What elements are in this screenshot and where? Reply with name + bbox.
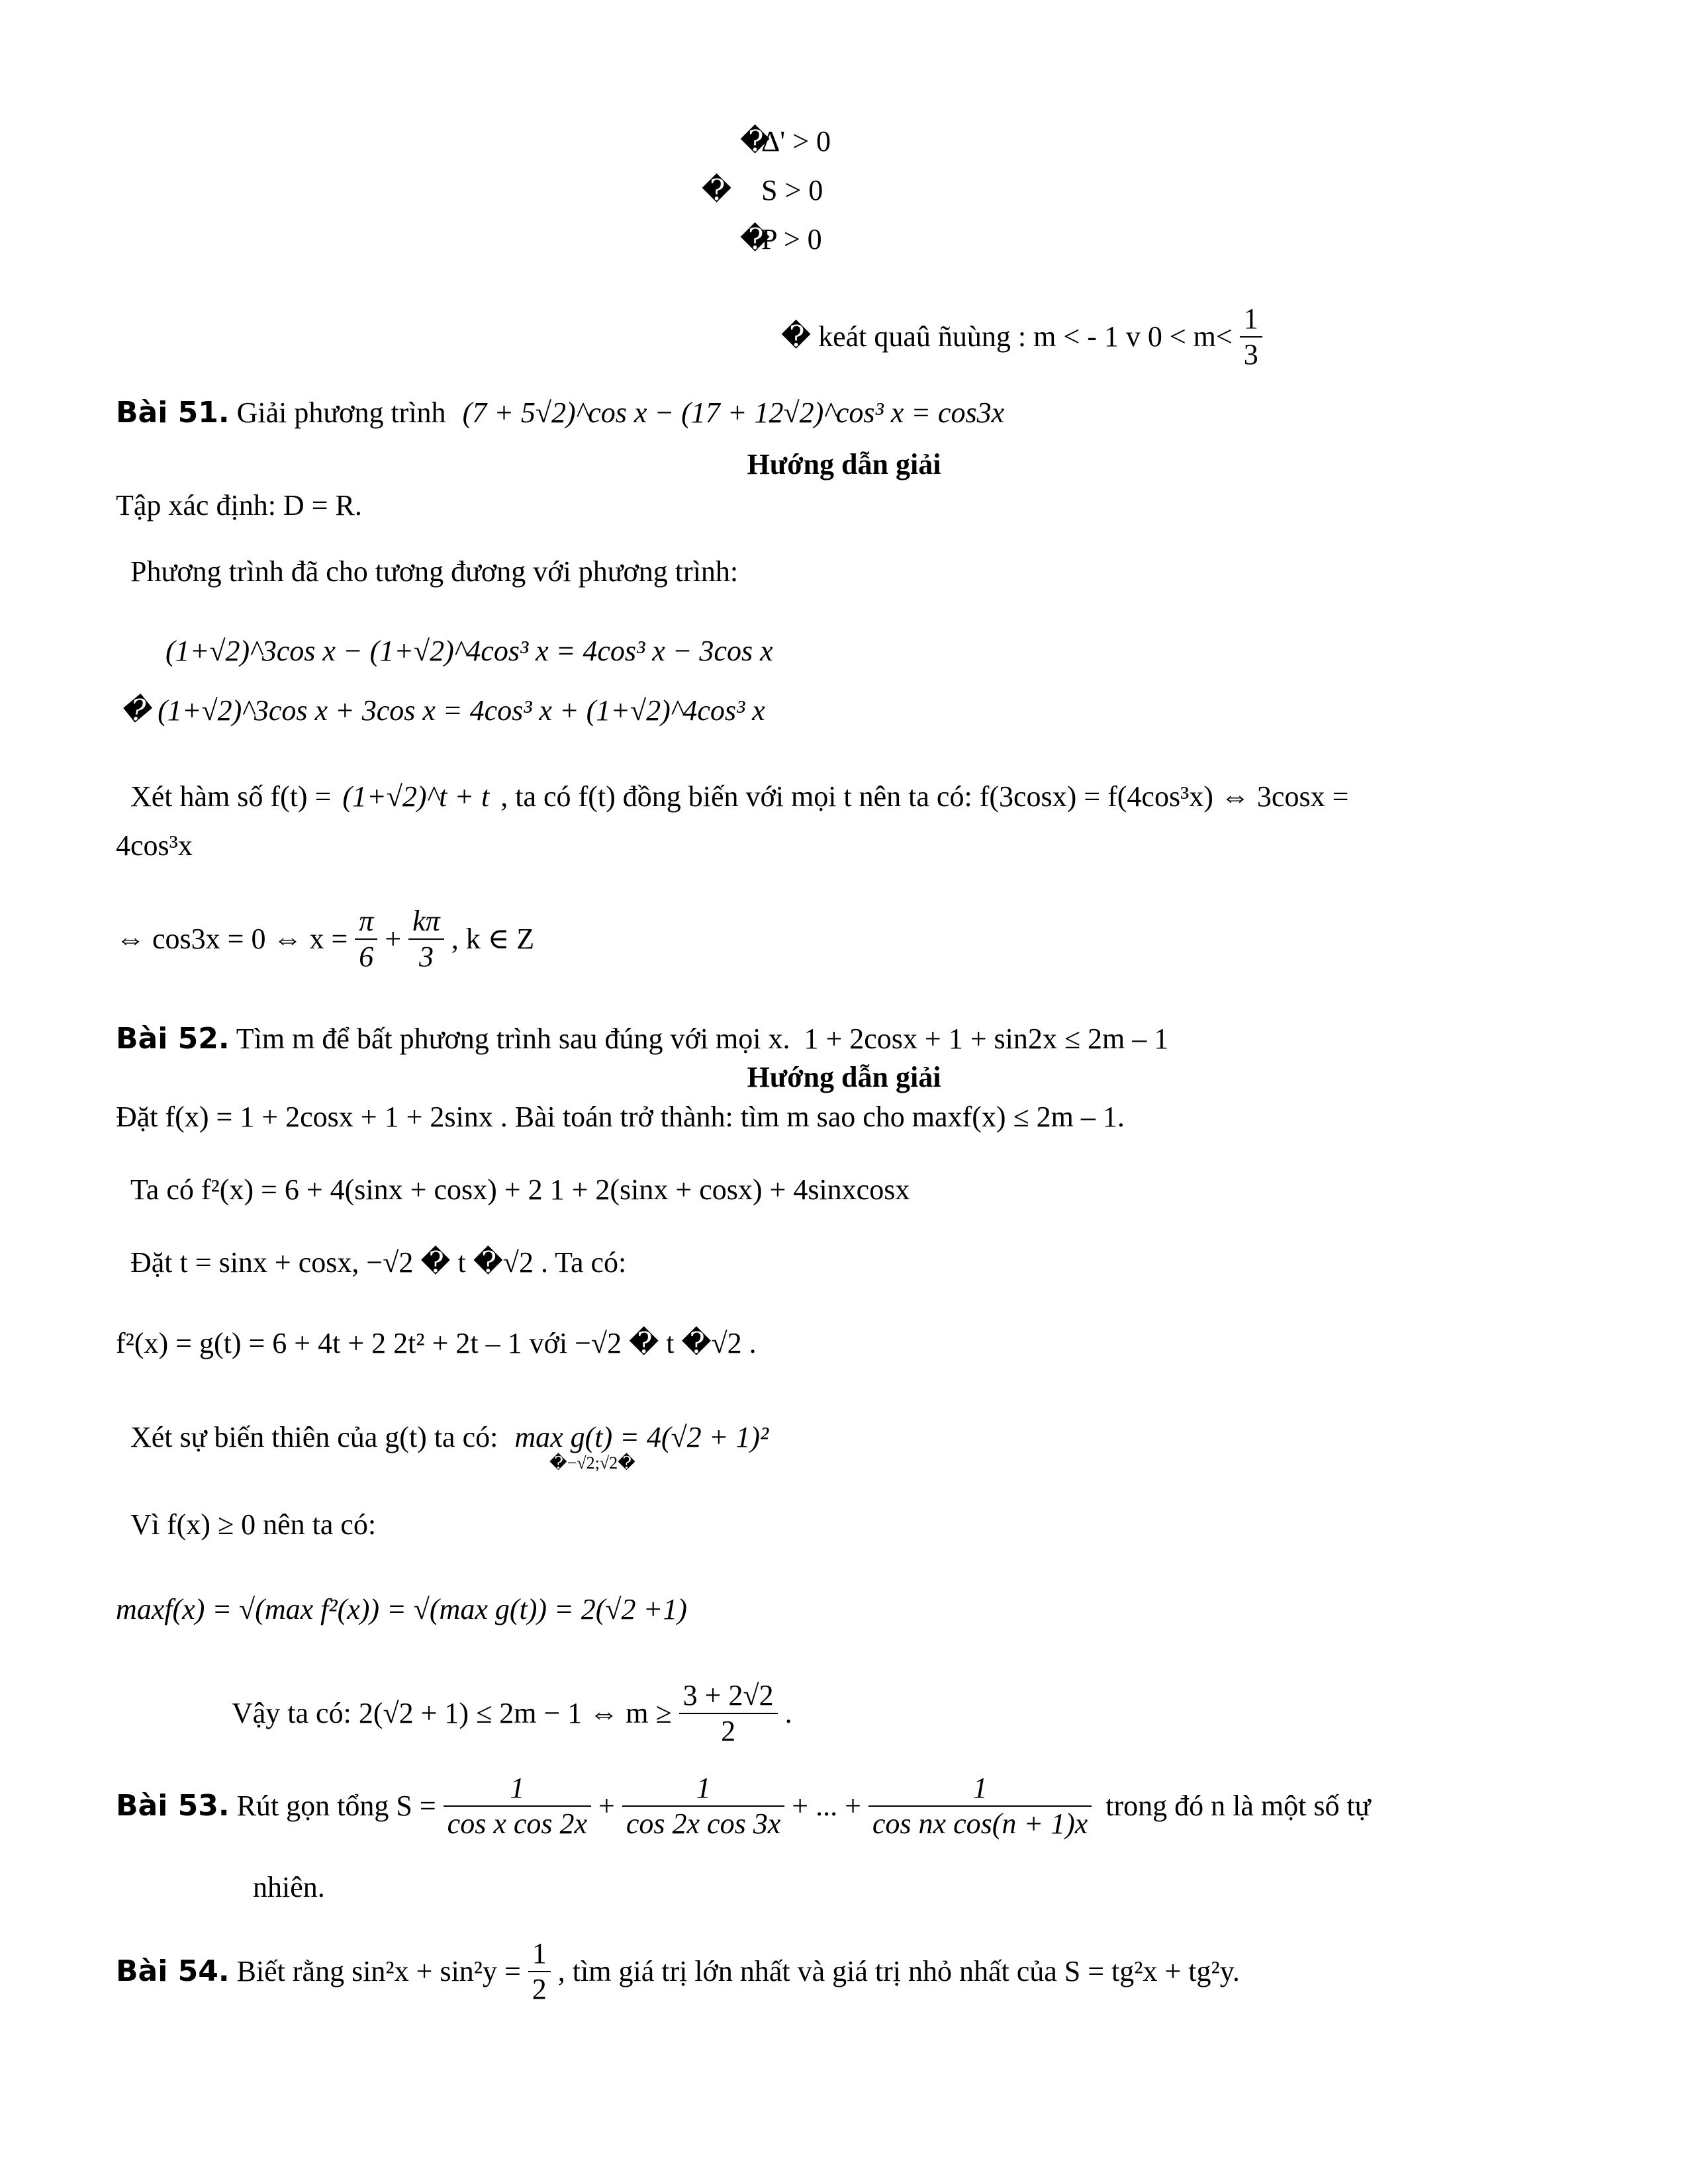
b52-ineq: 1 + 2cosx + 1 + sin2x ≤ 2m – 1 [804,1023,1169,1055]
system-line-2: S > 0 [761,174,823,206]
b53-term1 [444,1774,591,1839]
b53-term2-den: cos 2x cos 3x [626,1807,781,1840]
b51-equiv: Phương trình đã cho tương đương với phương trình: [130,555,739,588]
b51-text: Giải phương trình [236,396,446,429]
b53-pre: Rút gọn tổng S = [236,1790,436,1822]
b52-var-pre: Xét sự biến thiên của g(t) ta có: [130,1421,498,1453]
b54-num: 1 [528,1939,551,1972]
b52-heading [116,1024,1168,1054]
b51-equation: (7 + 5√2)^cos x − (17 + 12√2)^cos³ x = cos3x [462,396,1005,429]
b52-var-sub: �−√2;√2� [549,1453,635,1473]
b54-post: , tìm giá trị lớn nhất và giá trị nhỏ nhất của S = tg²x + tg²y. [557,1955,1240,1987]
b51-consider-line2: 4cos³x [116,829,193,862]
b53-term3 [868,1774,1092,1839]
b51-label: Bài 51. [116,396,230,430]
b51-consider-pre: Xét hàm số f(t) = [130,780,332,813]
b53-dots: + ... + [792,1790,861,1822]
b52-label: Bài 52. [116,1022,230,1056]
conclusion-num: 1 [1240,304,1262,338]
b51-sol-frac1-num: π [355,907,377,940]
b54-pre: Biết rằng sin²x + sin²y = [236,1955,521,1987]
b52-text: Tìm m để bất phương trình sau đúng với mọi x. [236,1023,790,1055]
b53-term2-num: 1 [622,1774,784,1807]
b51-eq1: (1+√2)^3cos x − (1+√2)^4cos³ x = 4cos³ x − 3cos x [165,635,773,667]
b54-heading [116,1939,1240,2004]
b52-thus-pre: Vậy ta có: 2(√2 + 1) ≤ 2m − 1 ⇔ m ≥ [232,1697,672,1729]
b51-domain: Tập xác định: D = R. [116,489,362,522]
b52-thus-den: 2 [721,1715,736,1747]
b52-guide: Hướng dẫn giải [747,1061,941,1093]
b51-sol-frac2 [408,907,444,972]
conclusion-fraction [1240,304,1262,369]
b51-consider [130,782,1348,811]
b52-thus: Vậy ta có: 2(√2 + 1) ≤ 2m − 1 ⇔ m ≥ $\frac{3 + 2√2}{2}$ . [232,1679,792,1747]
b54-label: Bài 54. [116,1954,230,1988]
b52-var-eq: max g(t) = 4(√2 + 1)² [514,1421,769,1453]
b52-f2: Ta có f²(x) = 6 + 4(sinx + cosx) + 2 1 + 2(sinx + cosx) + 4sinxcosx [130,1173,910,1206]
conclusion [781,304,1262,369]
b51-eq2: � (1+√2)^3cos x + 3cos x = 4cos³ x + (1+√2)^4cos³ x [120,694,765,727]
b53-term1-num: 1 [444,1774,591,1807]
b53-term2 [622,1774,784,1839]
b52-t: Đặt t = sinx + cosx, −√2 � t �√2 . Ta có: [130,1246,627,1279]
b51-guide: Hướng dẫn giải [747,448,941,480]
b54-den: 2 [532,1973,547,2005]
b52-max: maxf(x) = √(max f²(x)) = √(max g(t)) = 2(√2 +1) [116,1593,687,1625]
b51-consider-func: (1+√2)^t + t [342,780,490,813]
system-brace-mid: � [702,174,732,206]
b53-term1-den: cos x cos 2x [447,1807,588,1840]
system-line-3: P > 0 [761,223,822,255]
b51-sol-pre: ⇔ cos3x = 0 ⇔ x = [116,923,348,955]
b51-sol-frac2-den: 3 [418,940,434,973]
b52-thus-frac [679,1681,778,1746]
b51-consider-post: , ta có f(t) đồng biến với mọi t nên ta có: f(3cosx) = f(4cos³x) ⇔ 3cosx = [500,780,1349,813]
b51-sol-frac1 [355,907,377,972]
b52-g: f²(x) = g(t) = 6 + 4t + 2 2t² + 2t – 1 với −√2 � t �√2 . [116,1327,757,1359]
b51-solution: ⇔ cos3x = 0 ⇔ x = $\frac{\pi}{6}$ + $\frac{k\pi}{3}$ , k ∈ Z [116,905,535,973]
conclusion-text: � keát quaû ñuùng : m < - 1 v 0 < m< [781,320,1233,353]
b54-frac [528,1939,551,2004]
b52-set: Đặt f(x) = 1 + 2cosx + 1 + 2sinx . Bài toán trở thành: tìm m sao cho maxf(x) ≤ 2m – 1. [116,1101,1125,1133]
b52-thus-num: 3 + 2√2 [679,1681,778,1714]
system-brace-bottom: � [740,223,771,255]
system-brace-top: � [740,125,771,158]
conclusion-den: 3 [1243,338,1258,371]
b53-term3-num: 1 [868,1774,1092,1807]
b52-since: Vì f(x) ≥ 0 nên ta có: [130,1508,377,1541]
b51-heading [116,398,1004,428]
b53-term3-den: cos nx cos(n + 1)x [872,1807,1088,1840]
b51-sol-post: , k ∈ Z [451,923,535,955]
b53-label: Bài 53. [116,1789,230,1823]
b53-heading: Bài 53. Rút gọn tổng S = $\frac{1}{\text{cos x cos 2x}}$ + $\frac{1}{\text{cos 2x cos 3x}}$ + ... + $\frac{1}{\text{cos nx cos(n + 1)x}}$ trong đó n là một số tự [116,1772,1371,1840]
b53-post: trong đó n là một số tự [1105,1790,1371,1822]
b52-var [130,1423,769,1452]
b53-line2: nhiên. [253,1871,325,1903]
b51-sol-frac2-num: kπ [408,907,444,940]
system-line-1: Δ' > 0 [761,125,831,158]
b51-sol-frac1-den: 6 [359,940,374,973]
